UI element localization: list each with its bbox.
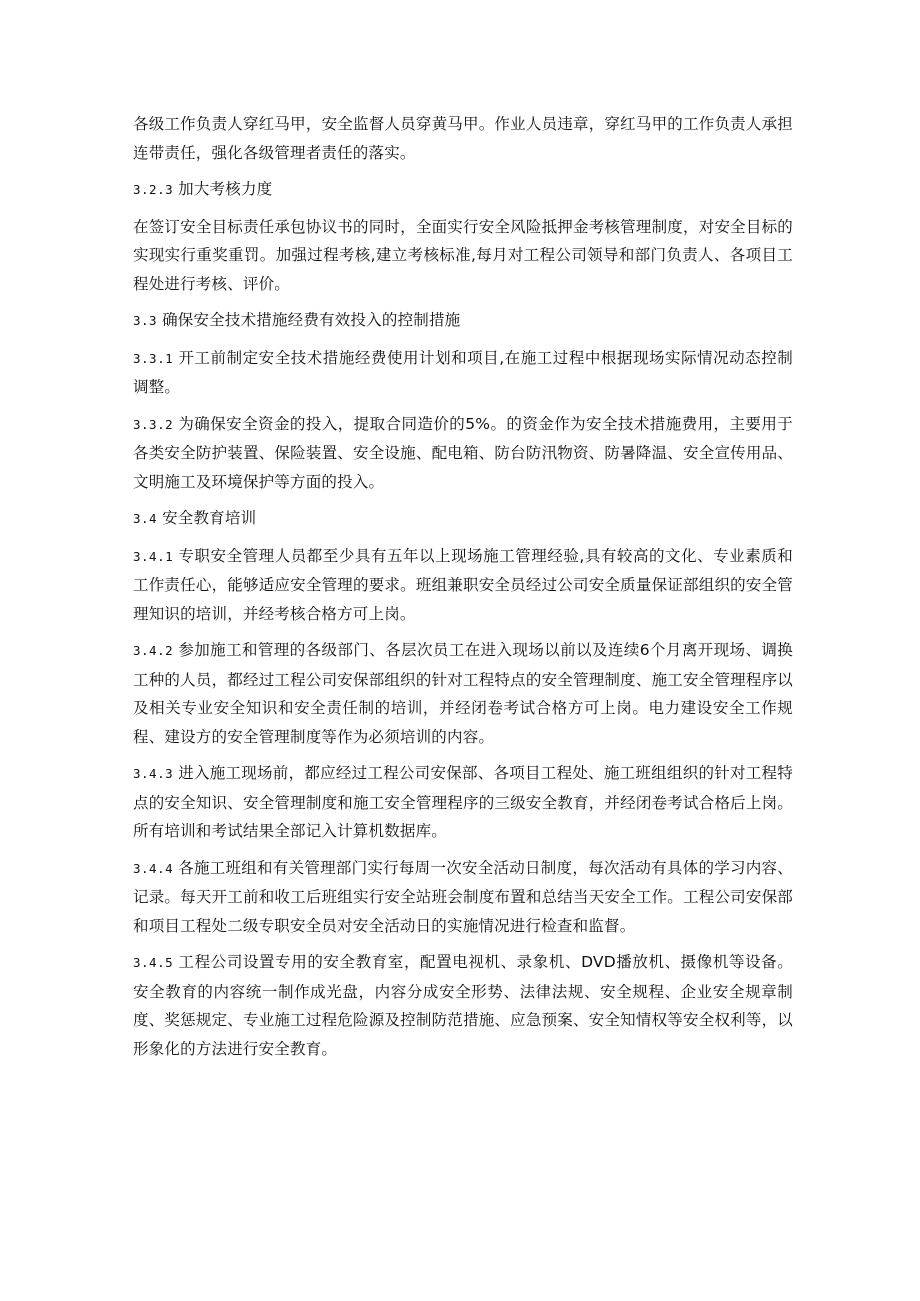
section-title: 安全教育培训 (162, 509, 257, 527)
paragraph-3-4-3 (133, 759, 793, 846)
clause-number: 3.4.5 (133, 955, 174, 970)
paragraph-3-3-1 (133, 344, 793, 402)
paragraph-text: 专职安全管理人员都至少具有五年以上现场施工管理经验,具有较高的文化、专业素质和工作责任心，能够适应安全管理的要求。班组兼职安全员经过公司安全质量保证部组织的安全管理知识的培训，并经考核合格方可上岗。 (133, 546, 793, 623)
clause-number: 3.4.4 (133, 860, 174, 876)
clause-number: 3.3.2 (133, 416, 174, 432)
paragraph-text: 进入施工现场前，都应经过工程公司安保部、各项目工程处、施工班组组织的针对工程特点的安全知识、安全管理制度和施工安全管理程序的三级安全教育，并经闭卷考试合格后上岗。所有培训和考试结果全部记入计算机数据库。 (133, 764, 793, 840)
section-title: 加大考核力度 (178, 180, 273, 198)
clause-number: 3.4.3 (133, 766, 174, 781)
paragraph-3-4-1 (133, 542, 793, 629)
section-heading-3-4 (133, 504, 793, 534)
section-number: 3.3 (133, 313, 158, 328)
section-heading-3-2-3 (133, 175, 793, 205)
paragraph-text: 为确保安全资金的投入，提取合同造价的5%。的资金作为安全技术措施费用，主要用于各类安全防护装置、保险装置、安全设施、配电箱、防台防汛物资、防暑降温、安全宣传用品、文明施工及环境保护等方面的投入。 (133, 414, 793, 491)
clause-number: 3.4.2 (133, 643, 174, 658)
paragraph-text: 在签订安全目标责任承包协议书的同时，全面实行安全风险抵押金考核管理制度，对安全目标的实现实行重奖重罚。加强过程考核,建立考核标准,每月对工程公司领导和部门负责人、各项目工程处进行考核、评价。 (133, 217, 793, 293)
section-number: 3.4 (133, 511, 158, 526)
section-heading-3-3 (133, 306, 793, 336)
paragraph-assessment (133, 213, 793, 299)
section-number: 3.2.3 (133, 182, 174, 197)
paragraph-text: 开工前制定安全技术措施经费使用计划和项目,在施工过程中根据现场实际情况动态控制调整。 (133, 348, 793, 396)
document-body (133, 110, 793, 1071)
section-title: 确保安全技术措施经费有效投入的控制措施 (162, 311, 461, 329)
paragraph-text: 各施工班组和有关管理部门实行每周一次安全活动日制度，每次活动有具体的学习内容、记录。每天开工前和收工后班组实行安全站班会制度布置和总结当天安全工作。工程公司安保部和项目工程处二级专职安全员对安全活动日的实施情况进行检查和监督。 (133, 858, 793, 935)
paragraph-text: 参加施工和管理的各级部门、各层次员工在进入现场以前以及连续6个月离开现场、调换工种的人员，都经过工程公司安保部组织的针对工程特点的安全管理制度、施工安全管理程序以及相关专业安全知识和安全责任制的培训，并经闭卷考试合格方可上岗。电力建设安全工作规程、建设方的安全管理制度等作为必须培训的内容。 (133, 641, 793, 746)
paragraph-3-4-4 (133, 854, 793, 941)
paragraph-responsibility-vests (133, 110, 793, 167)
clause-number: 3.4.1 (133, 548, 174, 564)
paragraph-3-3-2 (133, 410, 793, 497)
paragraph-text: 各级工作负责人穿红马甲，安全监督人员穿黄马甲。作业人员违章，穿红马甲的工作负责人承担连带责任，强化各级管理者责任的落实。 (133, 115, 793, 162)
paragraph-3-4-2 (133, 636, 793, 751)
paragraph-3-4-5 (133, 948, 793, 1063)
clause-number: 3.3.1 (133, 350, 174, 366)
paragraph-text: 工程公司设置专用的安全教育室，配置电视机、录象机、DVD播放机、摄像机等设备。安全教育的内容统一制作成光盘，内容分成安全形势、法律法规、安全规程、企业安全规章制度、奖惩规定、专业施工过程危险源及控制防范措施、应急预案、安全知情权等安全权利等，以形象化的方法进行安全教育。 (133, 953, 793, 1058)
